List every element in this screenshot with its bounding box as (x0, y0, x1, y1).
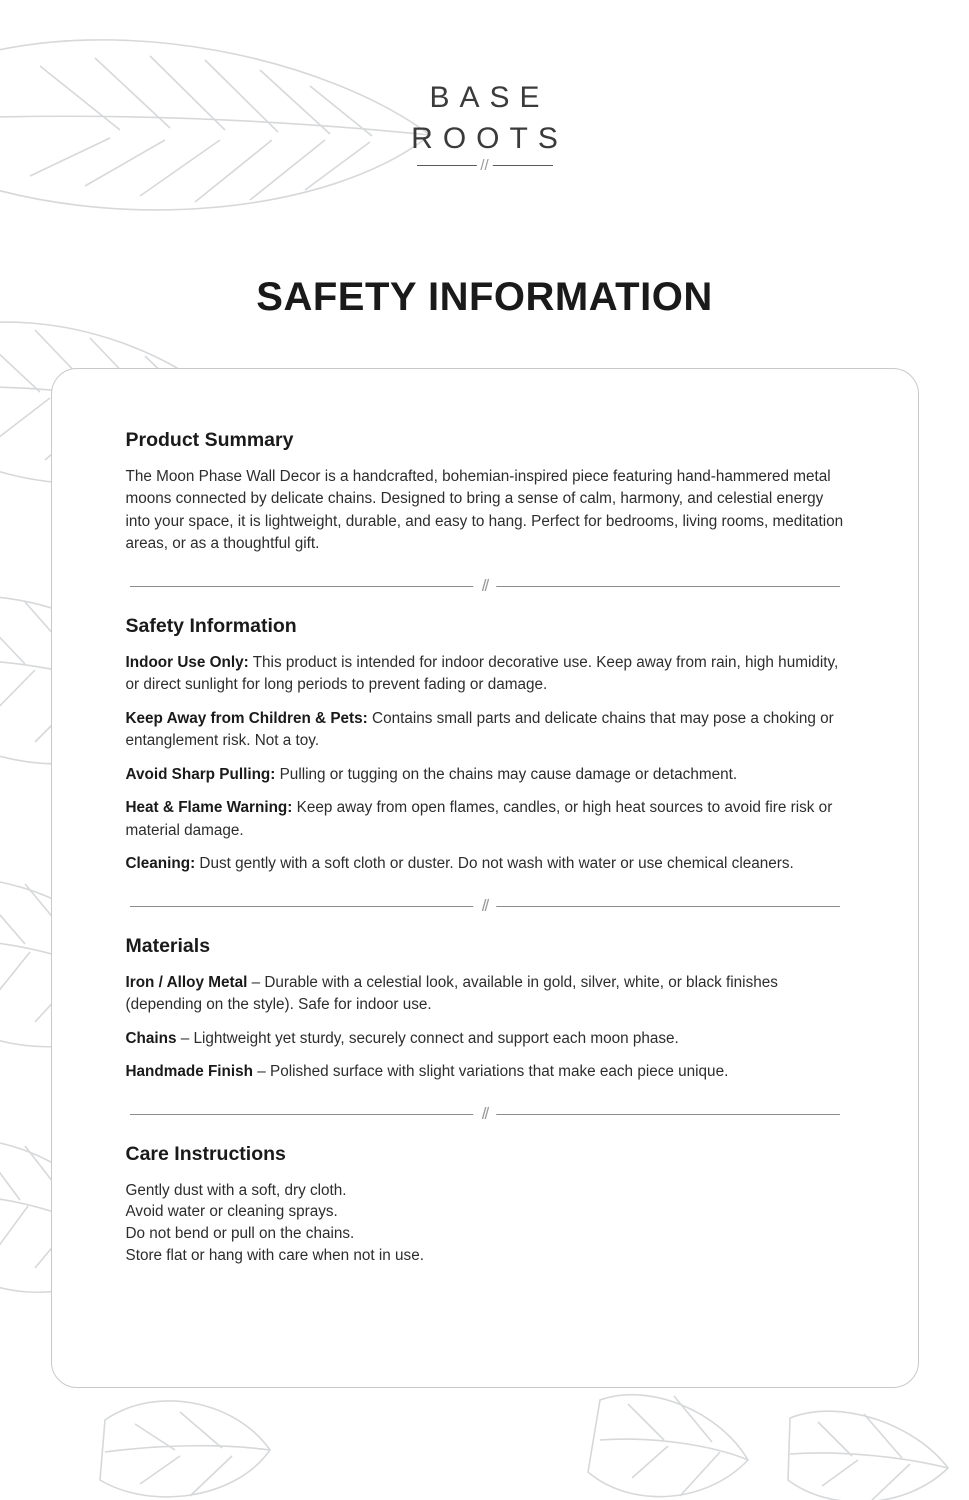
care-instruction-line: Gently dust with a soft, dry cloth. (125, 1181, 347, 1199)
brand-logo (345, 0, 625, 175)
slash-ornament-icon: // (473, 575, 496, 597)
safety-item-label: Cleaning: (125, 855, 196, 873)
slash-ornament-icon: // (476, 159, 492, 173)
section-divider-2 (130, 895, 840, 915)
material-item-label: Iron / Alloy Metal (125, 973, 248, 991)
safety-item-text: Pulling or tugging on the chains may cause damage or detachment. (275, 765, 738, 783)
material-item-label: Chains (125, 1029, 177, 1047)
safety-item-label: Avoid Sharp Pulling: (125, 765, 276, 783)
page-title: SAFETY INFORMATION (256, 275, 713, 319)
material-item (126, 1028, 844, 1050)
safety-item-text: Keep away from open flames, candles, or high heat sources to avoid fire risk or material damage. (125, 799, 833, 839)
safety-item (126, 764, 844, 786)
care-instruction-line: Avoid water or cleaning sprays. (125, 1203, 338, 1221)
material-item (126, 972, 844, 1017)
safety-item-text: This product is intended for indoor decorative use. Keep away from rain, high humidity, or direct sunlight for long periods to prevent fading or damage. (125, 653, 839, 694)
safety-item-label: Keep Away from Children & Pets: (125, 709, 368, 727)
safety-item (126, 853, 844, 875)
brand-ornament (345, 157, 625, 175)
material-item (126, 1061, 844, 1083)
section-heading-materials: Materials (125, 934, 211, 957)
slash-ornament-icon: // (473, 1103, 496, 1125)
brand-name-line-2: ROOTS (411, 121, 568, 155)
product-summary-body: The Moon Phase Wall Decor is a handcrafted, bohemian-inspired piece featuring hand-hammered metal moons connected by delicate chains. Designed to bring a sense of calm, harmony, and celestial energy into your space, it is lightweight, durable, and easy to hang. Perfect for bedrooms, living rooms, meditation areas, or as a thoughtful gift. (125, 468, 844, 553)
section-care-instructions (126, 1143, 844, 1267)
safety-item (126, 708, 844, 753)
brand-name-line-1: BASE (429, 81, 550, 114)
section-heading-care-instructions: Care Instructions (125, 1142, 286, 1165)
section-safety-information (126, 615, 844, 876)
material-item-text: – Durable with a celestial look, available in gold, silver, white, or black finishes (depending on the style). Safe for indoor use. (125, 973, 778, 1014)
section-divider-1 (130, 575, 840, 595)
content-card (51, 368, 919, 1388)
care-instruction-line: Store flat or hang with care when not in use. (125, 1246, 424, 1264)
safety-item-label: Heat & Flame Warning: (125, 799, 293, 817)
section-divider-3 (130, 1103, 840, 1123)
slash-ornament-icon: // (473, 895, 496, 917)
safety-item-text: Contains small parts and delicate chains that may pose a choking or entanglement risk. Not a toy. (125, 709, 834, 750)
care-instruction-lines (126, 1180, 844, 1267)
safety-item (126, 797, 844, 842)
section-heading-safety-information: Safety Information (125, 614, 297, 637)
section-materials (126, 935, 844, 1084)
safety-item-label: Indoor Use Only: (125, 653, 249, 671)
material-item-text: – Polished surface with slight variations that make each piece unique. (253, 1063, 729, 1081)
safety-item-text: Dust gently with a soft cloth or duster. Do not wash with water or use chemical cleaners. (195, 855, 794, 873)
section-heading-product-summary: Product Summary (125, 429, 294, 451)
material-item-text: – Lightweight yet sturdy, securely connect and support each moon phase. (176, 1029, 679, 1047)
care-instruction-line: Do not bend or pull on the chains. (125, 1225, 355, 1243)
material-item-label: Handmade Finish (125, 1063, 253, 1081)
section-product-summary (126, 429, 844, 556)
safety-item (126, 652, 844, 697)
